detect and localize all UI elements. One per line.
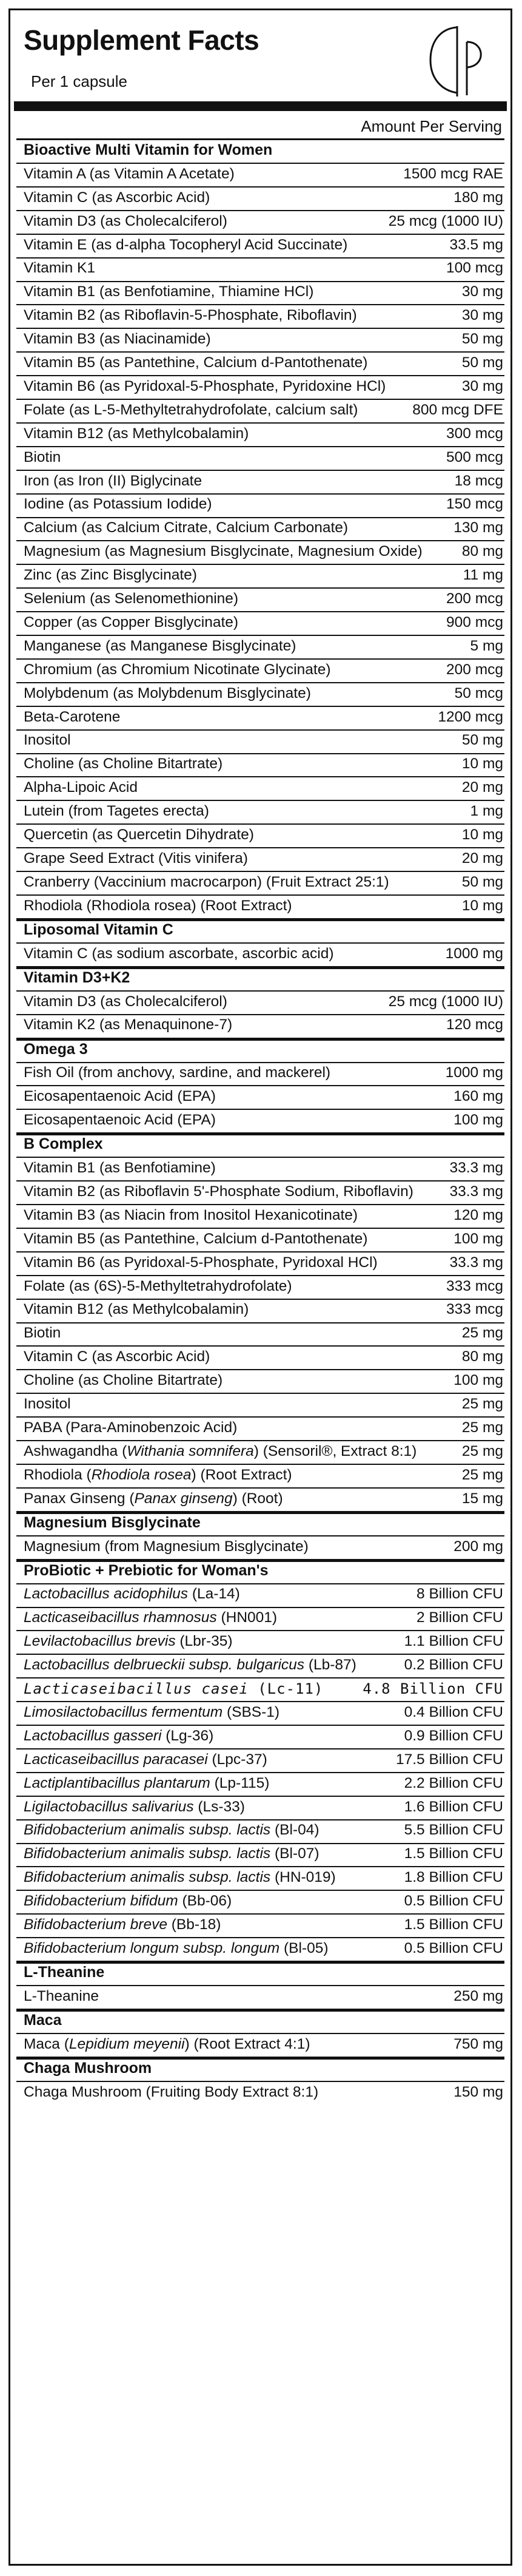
nutrient-name: Vitamin K1: [24, 260, 96, 277]
nutrient-row: [16, 635, 504, 658]
nutrient-name: [24, 1728, 213, 1745]
section-heading: L-Theanine: [24, 1964, 105, 1981]
nutrient-name: L-Theanine: [24, 1987, 99, 2004]
nutrient-name: [24, 1490, 283, 1507]
nutrient-name: Lutein (from Tagetes erecta): [24, 803, 209, 820]
nutrient-row: [16, 564, 504, 587]
nutrient-row: [16, 1843, 504, 1867]
nutrient-amount: 17.5 Billion CFU: [395, 1751, 503, 1768]
nutrient-row: [16, 234, 504, 257]
nutrient-amount: 1.8 Billion CFU: [404, 1869, 503, 1886]
nutrient-row: [16, 871, 504, 894]
nutrient-latin-name: Ligilactobacillus salivarius: [24, 1798, 194, 1815]
nutrient-amount: 18 mcg: [454, 472, 503, 489]
nutrient-name: Folate (as L-5-Methyltetrahydrofolate, calcium salt): [24, 401, 358, 418]
nutrient-name-part: Rhodiola (: [24, 1466, 92, 1483]
nutrient-amount: 50 mcg: [454, 685, 503, 701]
nutrient-row: [16, 729, 504, 753]
nutrient-amount: 50 mg: [461, 732, 503, 749]
nutrient-row: [16, 1464, 504, 1487]
nutrient-amount: 150 mcg: [446, 496, 503, 513]
nutrient-name: Vitamin B3 (as Niacin from Inositol Hexanicotinate): [24, 1206, 358, 1223]
nutrient-row: [16, 1772, 504, 1796]
nutrient-amount: 0.5 Billion CFU: [404, 1893, 503, 1910]
nutrient-amount: 100 mg: [453, 1112, 503, 1129]
nutrient-name: Vitamin B3 (as Niacinamide): [24, 331, 211, 348]
nutrient-name-part: (Ls-33): [193, 1798, 245, 1815]
nutrient-row: [16, 1913, 504, 1937]
nutrient-amount: 80 mg: [461, 1348, 503, 1365]
nutrient-name: [24, 1845, 319, 1862]
section-heading: Chaga Mushroom: [24, 2059, 152, 2077]
nutrient-name: Vitamin B2 (as Riboflavin-5-Phosphate, Riboflavin): [24, 307, 357, 324]
nutrient-latin-name: Lacticaseibacillus casei: [24, 1680, 249, 1698]
nutrient-name: [24, 1443, 417, 1460]
nutrient-row: [16, 1085, 504, 1109]
nutrient-amount: 30 mg: [461, 377, 503, 394]
nutrient-name: Chromium (as Chromium Nicotinate Glycinate): [24, 661, 331, 678]
nutrient-row: [16, 470, 504, 493]
nutrient-name-part: (Bb-18): [167, 1916, 221, 1933]
nutrient-amount: 25 mg: [461, 1466, 503, 1483]
nutrient-row: [16, 1607, 504, 1631]
nutrient-amount: 1500 mcg RAE: [403, 165, 503, 182]
header-divider-bar: [14, 101, 507, 111]
nutrient-name: Cranberry (Vaccinium macrocarpon) (Fruit Extract 25:1): [24, 873, 389, 890]
supplement-facts-panel: [8, 8, 512, 2566]
nutrient-name: Vitamin B6 (as Pyridoxal-5-Phosphate, Pyridoxine HCl): [24, 377, 386, 394]
nutrient-amount: 20 mg: [461, 850, 503, 867]
nutrient-row: [16, 2033, 504, 2057]
nutrient-amount: 250 mg: [453, 1987, 503, 2004]
nutrient-amount: 180 mg: [453, 189, 503, 206]
section-heading: B Complex: [24, 1135, 103, 1153]
nutrient-amount: 1000 mg: [445, 945, 503, 962]
nutrient-amount: 11 mg: [463, 567, 503, 584]
nutrient-name: Choline (as Choline Bitartrate): [24, 756, 223, 772]
nutrient-name: Vitamin B12 (as Methylcobalamin): [24, 1301, 249, 1318]
nutrient-amount: 100 mcg: [446, 260, 503, 277]
nutrient-row: [16, 517, 504, 541]
nutrient-amount: 25 mg: [461, 1325, 503, 1342]
nutrient-row: [16, 1583, 504, 1607]
nutrient-name-part: (Lg-36): [161, 1727, 214, 1744]
nutrient-name: Molybdenum (as Molybdenum Bisglycinate): [24, 685, 311, 701]
section-heading-row: [16, 1132, 504, 1157]
nutrient-amount: 0.4 Billion CFU: [404, 1703, 503, 1720]
nutrient-amount: 100 mg: [453, 1230, 503, 1247]
nutrient-name: Chaga Mushroom (Fruiting Body Extract 8:1): [24, 2083, 319, 2100]
serving-size: Per 1 capsule: [31, 72, 127, 90]
nutrient-name: Magnesium (from Magnesium Bisglycinate): [24, 1538, 309, 1555]
nutrient-name-part: (HN-019): [270, 1869, 336, 1886]
nutrient-row: [16, 1228, 504, 1251]
nutrient-latin-name: Limosilactobacillus fermentum: [24, 1703, 223, 1720]
nutrient-amount: 15 mg: [461, 1490, 503, 1507]
nutrient-amount: 160 mg: [453, 1088, 503, 1105]
nutrient-name: Vitamin K2 (as Menaquinone-7): [24, 1016, 233, 1033]
nutrient-amount: 300 mcg: [446, 425, 503, 442]
nutrient-name: Magnesium (as Magnesium Bisglycinate, Magnesium Oxide): [24, 543, 423, 560]
nutrient-name: Calcium (as Calcium Citrate, Calcium Carbonate): [24, 519, 349, 536]
nutrient-name: Inositol: [24, 1396, 71, 1413]
nutrient-row: [16, 281, 504, 305]
section-heading-row: [16, 966, 504, 990]
nutrient-amount: 8 Billion CFU: [417, 1586, 503, 1603]
nutrient-latin-name: Lacticaseibacillus rhamnosus: [24, 1609, 217, 1626]
nutrient-name: Vitamin C (as Ascorbic Acid): [24, 1348, 210, 1365]
nutrient-row: [16, 800, 504, 823]
nutrient-name-part: Panax Ginseng (: [24, 1490, 135, 1507]
nutrient-name: Vitamin D3 (as Cholecalciferol): [24, 993, 227, 1010]
nutrient-row: [16, 942, 504, 966]
nutrient-name: Vitamin B12 (as Methylcobalamin): [24, 425, 249, 442]
nutrient-name: Vitamin B5 (as Pantethine, Calcium d-Pantothenate): [24, 1230, 368, 1247]
nutrient-name: Vitamin C (as sodium ascorbate, ascorbic acid): [24, 945, 334, 962]
nutrient-name-part: ) (Root): [232, 1490, 283, 1507]
nutrient-row: [16, 776, 504, 800]
nutrient-amount: 33.3 mg: [449, 1160, 503, 1177]
nutrient-row: [16, 990, 504, 1014]
nutrient-name: [24, 1822, 319, 1839]
nutrient-row: [16, 1796, 504, 1819]
nutrient-amount: 1.5 Billion CFU: [404, 1916, 503, 1933]
nutrient-amount: 33.5 mg: [449, 236, 503, 253]
nutrient-row: [16, 1440, 504, 1464]
nutrient-name-part: (SBS-1): [223, 1703, 280, 1720]
brand-monogram-logo: [427, 25, 487, 98]
nutrient-amount: 1 mg: [470, 803, 503, 820]
nutrient-amount: 800 mcg DFE: [412, 401, 503, 418]
nutrient-row: [16, 1819, 504, 1843]
nutrient-amount: 4.8 Billion CFU: [363, 1680, 503, 1698]
nutrient-amount: 10 mg: [461, 827, 503, 843]
section-heading: Bioactive Multi Vitamin for Women: [24, 141, 273, 158]
nutrient-name: Copper (as Copper Bisglycinate): [24, 614, 239, 630]
section-heading: Maca: [24, 2011, 62, 2029]
nutrient-row: [16, 540, 504, 564]
section-heading-row: [16, 918, 504, 942]
nutrient-name-part: (Lpc-37): [207, 1751, 267, 1768]
section-heading-row: [16, 2057, 504, 2081]
nutrient-name-part: (Bb-06): [178, 1893, 232, 1910]
nutrient-amount: 50 mg: [461, 873, 503, 890]
nutrient-amount: 333 mcg: [446, 1301, 503, 1318]
section-heading: ProBiotic + Prebiotic for Woman's: [24, 1561, 269, 1579]
nutrient-name: [24, 1775, 269, 1792]
nutrient-row: [16, 446, 504, 470]
nutrient-amount: 5 mg: [470, 637, 503, 654]
nutrient-latin-name: Lacticaseibacillus paracasei: [24, 1751, 208, 1768]
nutrient-row: [16, 304, 504, 328]
nutrient-name: [24, 1751, 267, 1768]
nutrient-amount: 0.5 Billion CFU: [404, 1939, 503, 1956]
nutrient-amount: 50 mg: [461, 331, 503, 348]
nutrient-amount: 2 Billion CFU: [417, 1609, 503, 1626]
nutrient-amount: 0.2 Billion CFU: [404, 1657, 503, 1674]
nutrient-name: Biotin: [24, 1325, 61, 1342]
nutrient-row: [16, 894, 504, 918]
nutrient-amount: 900 mcg: [446, 614, 503, 630]
nutrient-name: Alpha-Lipoic Acid: [24, 779, 138, 796]
nutrient-row: [16, 257, 504, 281]
panel-header: [10, 10, 510, 101]
nutrient-amount: 1.1 Billion CFU: [404, 1633, 503, 1650]
nutrient-row: [16, 611, 504, 635]
nutrient-amount: 30 mg: [461, 283, 503, 300]
nutrient-amount: 25 mcg (1000 IU): [388, 993, 503, 1010]
nutrient-row: [16, 658, 504, 682]
nutrient-latin-name: Rhodiola rosea: [91, 1466, 192, 1483]
nutrient-latin-name: Levilactobacillus brevis: [24, 1633, 176, 1650]
nutrient-name: Manganese (as Manganese Bisglycinate): [24, 637, 296, 654]
nutrient-amount: 33.3 mg: [449, 1254, 503, 1271]
nutrient-row: [16, 1014, 504, 1038]
nutrient-name: Vitamin B6 (as Pyridoxal-5-Phosphate, Pyridoxal HCl): [24, 1254, 378, 1271]
nutrient-row: [16, 493, 504, 517]
nutrient-name: Vitamin A (as Vitamin A Acetate): [24, 165, 235, 182]
nutrient-latin-name: Bifidobacterium longum subsp. longum: [24, 1939, 280, 1956]
nutrient-name-part: (Lc-11): [248, 1680, 324, 1698]
nutrient-name-part: ) (Root Extract 4:1): [184, 2035, 310, 2052]
nutrient-amount: 130 mg: [453, 519, 503, 536]
nutrient-amount: 10 mg: [461, 897, 503, 914]
nutrient-name: Rhodiola (Rhodiola rosea) (Root Extract): [24, 897, 292, 914]
nutrient-latin-name: Lactobacillus gasseri: [24, 1727, 162, 1744]
nutrient-name: [24, 1633, 233, 1650]
nutrient-amount: 1.6 Billion CFU: [404, 1798, 503, 1815]
nutrient-name: Fish Oil (from anchovy, sardine, and mackerel): [24, 1064, 331, 1081]
nutrient-row: [16, 682, 504, 706]
nutrient-latin-name: Lactiplantibacillus plantarum: [24, 1774, 210, 1791]
nutrient-amount: 150 mg: [453, 2083, 503, 2100]
nutrient-amount: 25 mcg (1000 IU): [388, 212, 503, 229]
nutrient-row: [16, 328, 504, 351]
nutrient-row: [16, 823, 504, 847]
nutrient-row: [16, 1322, 504, 1346]
nutrient-row: [16, 1299, 504, 1322]
nutrient-name: PABA (Para-Aminobenzoic Acid): [24, 1419, 238, 1436]
nutrient-row: [16, 1985, 504, 2009]
nutrient-name: [24, 1916, 221, 1933]
nutrient-latin-name: Lactobacillus delbrueckii subsp. bulgaricus: [24, 1657, 305, 1674]
nutrient-name: [24, 1893, 232, 1910]
nutrient-row: [16, 1630, 504, 1654]
nutrient-row: [16, 1866, 504, 1890]
nutrient-row: [16, 1180, 504, 1204]
nutrient-name: Folate (as (6S)-5-Methyltetrahydrofolate): [24, 1277, 292, 1294]
nutrient-name-part: (Bl-05): [279, 1939, 329, 1956]
nutrient-name: Iron (as Iron (II) Biglycinate: [24, 472, 202, 489]
nutrient-name: [24, 1940, 329, 1957]
nutrient-name: Vitamin B1 (as Benfotiamine, Thiamine HCl): [24, 283, 314, 300]
nutrient-name: Beta-Carotene: [24, 708, 121, 725]
section-heading-row: [16, 138, 504, 163]
nutrient-amount: 80 mg: [461, 543, 503, 560]
nutrient-name: Vitamin B1 (as Benfotiamine): [24, 1160, 216, 1177]
nutrient-name-part: ) (Sensoril®, Extract 8:1): [253, 1442, 417, 1459]
nutrient-row: [16, 1701, 504, 1725]
nutrient-row: [16, 1677, 504, 1701]
nutrient-amount: 2.2 Billion CFU: [404, 1774, 503, 1791]
nutrient-name-part: Maca (: [24, 2035, 69, 2052]
nutrient-name: [24, 1680, 323, 1697]
nutrient-amount: 1000 mg: [445, 1064, 503, 1081]
nutrient-row: [16, 1937, 504, 1961]
panel-title: Supplement Facts: [24, 24, 259, 56]
section-heading-row: [16, 2009, 504, 2033]
nutrient-name: Vitamin C (as Ascorbic Acid): [24, 189, 210, 206]
nutrient-row: [16, 1062, 504, 1086]
nutrient-row: [16, 1535, 504, 1559]
nutrient-name: [24, 1586, 240, 1603]
nutrient-row: [16, 1275, 504, 1299]
section-heading: Magnesium Bisglycinate: [24, 1513, 201, 1531]
nutrient-row: [16, 706, 504, 729]
nutrient-latin-name: Lactobacillus acidophilus: [24, 1586, 189, 1603]
nutrient-name-part: (Bl-04): [270, 1822, 320, 1839]
nutrient-name: Eicosapentaenoic Acid (EPA): [24, 1088, 216, 1105]
nutrient-name-part: (Lb-87): [304, 1657, 356, 1674]
nutrient-name-part: ) (Root Extract): [191, 1466, 292, 1483]
nutrient-row: [16, 1416, 504, 1440]
nutrient-name-part: (La-14): [188, 1586, 240, 1603]
nutrient-row: [16, 1369, 504, 1393]
nutrient-amount: 5.5 Billion CFU: [404, 1822, 503, 1839]
nutrient-latin-name: Bifidobacterium animalis subsp. lactis: [24, 1845, 271, 1862]
nutrient-name: Inositol: [24, 732, 71, 749]
nutrient-name: Vitamin B5 (as Pantethine, Calcium d-Pantothenate): [24, 354, 368, 371]
nutrient-row: [16, 399, 504, 422]
nutrient-latin-name: Bifidobacterium breve: [24, 1916, 167, 1933]
nutrient-amount: 200 mcg: [446, 590, 503, 607]
nutrient-row: [16, 186, 504, 210]
nutrient-name: Grape Seed Extract (Vitis vinifera): [24, 850, 248, 867]
nutrient-row: [16, 1251, 504, 1275]
nutrient-latin-name: Bifidobacterium animalis subsp. lactis: [24, 1869, 271, 1886]
nutrient-name: Vitamin B2 (as Riboflavin 5'-Phosphate Sodium, Riboflavin): [24, 1183, 413, 1200]
nutrient-row: [16, 163, 504, 186]
nutrient-amount: 120 mcg: [446, 1016, 503, 1033]
nutrient-amount: 333 mcg: [446, 1277, 503, 1294]
nutrient-name: Selenium (as Selenomethionine): [24, 590, 239, 607]
nutrient-row: [16, 1725, 504, 1748]
nutrient-row: [16, 753, 504, 777]
nutrient-latin-name: Bifidobacterium bifidum: [24, 1893, 178, 1910]
nutrient-amount: 100 mg: [453, 1372, 503, 1389]
amount-per-serving-header: Amount Per Serving: [361, 117, 502, 135]
nutrient-row: [16, 1748, 504, 1772]
nutrient-amount: 0.9 Billion CFU: [404, 1727, 503, 1744]
nutrient-amount: 120 mg: [453, 1206, 503, 1223]
nutrient-amount: 33.3 mg: [449, 1183, 503, 1200]
nutrient-amount: 25 mg: [461, 1419, 503, 1436]
nutrient-amount: 25 mg: [461, 1396, 503, 1413]
nutrient-row: [16, 2081, 504, 2104]
nutrient-row: [16, 1109, 504, 1132]
nutrient-name-part: (Bl-07): [270, 1845, 320, 1862]
nutrient-name: [24, 1799, 245, 1816]
section-heading: Vitamin D3+K2: [24, 969, 130, 986]
nutrient-name: Zinc (as Zinc Bisglycinate): [24, 567, 197, 584]
nutrient-name-part: (Lp-115): [210, 1774, 270, 1791]
nutrient-amount: 30 mg: [461, 307, 503, 324]
section-heading-row: [16, 1961, 504, 1985]
nutrient-name: [24, 2036, 310, 2053]
section-heading: Omega 3: [24, 1040, 88, 1058]
section-heading-row: [16, 1559, 504, 1583]
nutrient-name: [24, 1467, 292, 1484]
nutrient-name: [24, 1657, 356, 1674]
nutrient-amount: 25 mg: [461, 1442, 503, 1459]
nutrient-name: Vitamin E (as d-alpha Tocopheryl Acid Succinate): [24, 236, 348, 253]
nutrient-row: [16, 1654, 504, 1677]
nutrient-name: [24, 1609, 277, 1626]
nutrient-row: [16, 1393, 504, 1416]
nutrient-row: [16, 847, 504, 871]
nutrient-amount: 200 mcg: [446, 661, 503, 678]
nutrient-name: [24, 1869, 336, 1886]
nutrient-row: [16, 1890, 504, 1913]
section-heading-row: [16, 1511, 504, 1535]
nutrient-row: [16, 1487, 504, 1511]
nutrient-name-part: Ashwagandha (: [24, 1442, 127, 1459]
nutrient-latin-name: Bifidobacterium animalis subsp. lactis: [24, 1822, 271, 1839]
nutrient-amount: 500 mcg: [446, 448, 503, 465]
nutrient-name: Eicosapentaenoic Acid (EPA): [24, 1112, 216, 1129]
nutrient-amount: 50 mg: [461, 354, 503, 371]
nutrient-amount: 750 mg: [453, 2035, 503, 2052]
nutrient-row: [16, 1157, 504, 1180]
nutrient-amount: 1.5 Billion CFU: [404, 1845, 503, 1862]
nutrient-row: [16, 587, 504, 611]
nutrient-row: [16, 1345, 504, 1369]
nutrient-name: Choline (as Choline Bitartrate): [24, 1372, 223, 1389]
nutrient-amount: 1200 mcg: [438, 708, 503, 725]
nutrient-row: [16, 351, 504, 375]
nutrient-name: Quercetin (as Quercetin Dihydrate): [24, 827, 254, 843]
nutrient-latin-name: Lepidium meyenii: [69, 2035, 185, 2052]
nutrient-name-part: (HN001): [216, 1609, 278, 1626]
nutrient-name: Iodine (as Potassium Iodide): [24, 496, 212, 513]
nutrient-name: Vitamin D3 (as Cholecalciferol): [24, 212, 227, 229]
nutrient-amount: 20 mg: [461, 779, 503, 796]
nutrient-row: [16, 1204, 504, 1228]
section-heading: Liposomal Vitamin C: [24, 921, 173, 938]
nutrient-row: [16, 210, 504, 234]
nutrient-latin-name: Panax ginseng: [134, 1490, 233, 1507]
nutrient-row: [16, 375, 504, 399]
nutrient-name: Biotin: [24, 448, 61, 465]
section-heading-row: [16, 1038, 504, 1062]
nutrient-amount: 200 mg: [453, 1538, 503, 1555]
nutrient-row: [16, 422, 504, 446]
nutrient-latin-name: Withania somnifera: [127, 1442, 254, 1459]
nutrient-amount: 10 mg: [461, 756, 503, 772]
nutrient-name-part: (Lbr-35): [175, 1633, 233, 1650]
nutrient-name: [24, 1704, 279, 1721]
